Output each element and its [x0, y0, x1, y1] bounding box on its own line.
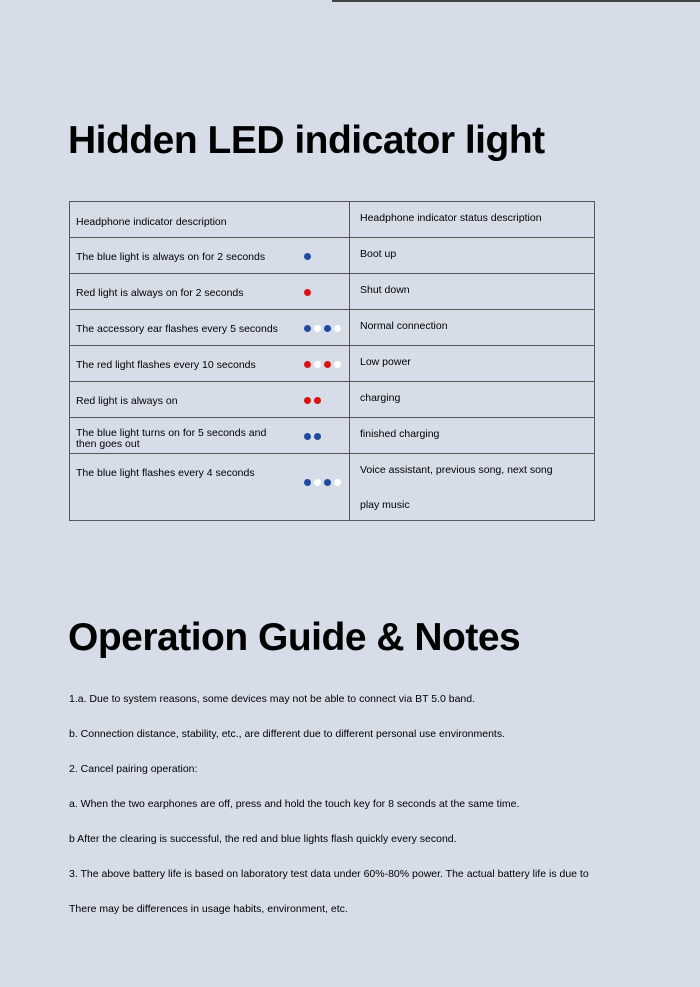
indicator-description: The blue light turns on for 5 seconds and then goes out	[76, 427, 267, 450]
status-cell	[350, 274, 595, 310]
blue-led-dot	[304, 479, 311, 486]
blue-led-dot	[304, 325, 311, 332]
top-border-line	[332, 0, 700, 2]
table-header-row	[70, 202, 595, 238]
indicator-status: finished charging	[360, 428, 440, 440]
indicator-description: Red light is always on for 2 seconds	[76, 287, 244, 299]
status-cell	[350, 310, 595, 346]
description-cell	[70, 454, 350, 521]
white-led-dot	[334, 361, 341, 368]
red-led-dot	[304, 397, 311, 404]
led-dots	[304, 397, 321, 404]
indicator-description: The red light flashes every 10 seconds	[76, 359, 256, 371]
status-cell	[350, 238, 595, 274]
indicator-description: Red light is always on	[76, 395, 178, 407]
led-dots	[304, 253, 311, 260]
indicator-status: Normal connection	[360, 320, 448, 332]
description-cell	[70, 238, 350, 274]
white-led-dot	[334, 325, 341, 332]
description-cell	[70, 418, 350, 454]
white-led-dot	[314, 479, 321, 486]
led-dots	[304, 289, 311, 296]
blue-led-dot	[324, 325, 331, 332]
table-row	[70, 382, 595, 418]
table-row	[70, 310, 595, 346]
table-row	[70, 454, 595, 521]
blue-led-dot	[304, 253, 311, 260]
header-status-label: Headphone indicator status description	[360, 212, 542, 224]
blue-led-dot	[314, 433, 321, 440]
red-led-dot	[324, 361, 331, 368]
white-led-dot	[334, 479, 341, 486]
white-led-dot	[314, 325, 321, 332]
red-led-dot	[314, 397, 321, 404]
red-led-dot	[304, 289, 311, 296]
indicator-description: The blue light is always on for 2 seconds	[76, 251, 266, 263]
led-dots	[304, 361, 341, 368]
table-row	[70, 274, 595, 310]
guide-section-title: Operation Guide & Notes	[68, 616, 521, 659]
blue-led-dot	[324, 479, 331, 486]
header-description-label: Headphone indicator description	[76, 216, 227, 228]
indicator-description: The blue light flashes every 4 seconds	[76, 467, 255, 479]
led-indicator-table	[69, 201, 595, 521]
guide-note: a. When the two earphones are off, press and hold the touch key for 8 seconds at the same time.	[69, 798, 520, 810]
indicator-status-extra: play music	[360, 499, 410, 511]
status-cell	[350, 454, 595, 521]
indicator-status: Low power	[360, 356, 411, 368]
description-cell	[70, 274, 350, 310]
led-dots	[304, 479, 341, 486]
indicator-status: Voice assistant, previous song, next song	[360, 464, 553, 476]
status-cell	[350, 346, 595, 382]
table-row	[70, 238, 595, 274]
blue-led-dot	[304, 433, 311, 440]
guide-note: b. Connection distance, stability, etc., are different due to different personal use environments.	[69, 728, 506, 740]
table-row	[70, 418, 595, 454]
status-cell	[350, 382, 595, 418]
guide-note: 1.a. Due to system reasons, some devices may not be able to connect via BT 5.0 band.	[69, 693, 476, 705]
indicator-status: Boot up	[360, 248, 397, 260]
indicator-status: Shut down	[360, 284, 410, 296]
white-led-dot	[314, 361, 321, 368]
led-dots	[304, 433, 321, 440]
guide-note: 3. The above battery life is based on laboratory test data under 60%-80% power. The actual battery life is due to	[69, 868, 589, 880]
led-section-title: Hidden LED indicator light	[68, 119, 545, 162]
guide-note: 2. Cancel pairing operation:	[69, 763, 198, 775]
guide-note: b After the clearing is successful, the red and blue lights flash quickly every second.	[69, 833, 457, 845]
red-led-dot	[304, 361, 311, 368]
description-cell	[70, 346, 350, 382]
guide-note: There may be differences in usage habits, environment, etc.	[69, 903, 348, 915]
description-cell	[70, 382, 350, 418]
indicator-status: charging	[360, 392, 401, 404]
status-cell	[350, 418, 595, 454]
header-cell-description	[70, 202, 350, 238]
indicator-description: The accessory ear flashes every 5 seconds	[76, 323, 278, 335]
header-cell-status	[350, 202, 595, 238]
led-dots	[304, 325, 341, 332]
table-row	[70, 346, 595, 382]
description-cell	[70, 310, 350, 346]
